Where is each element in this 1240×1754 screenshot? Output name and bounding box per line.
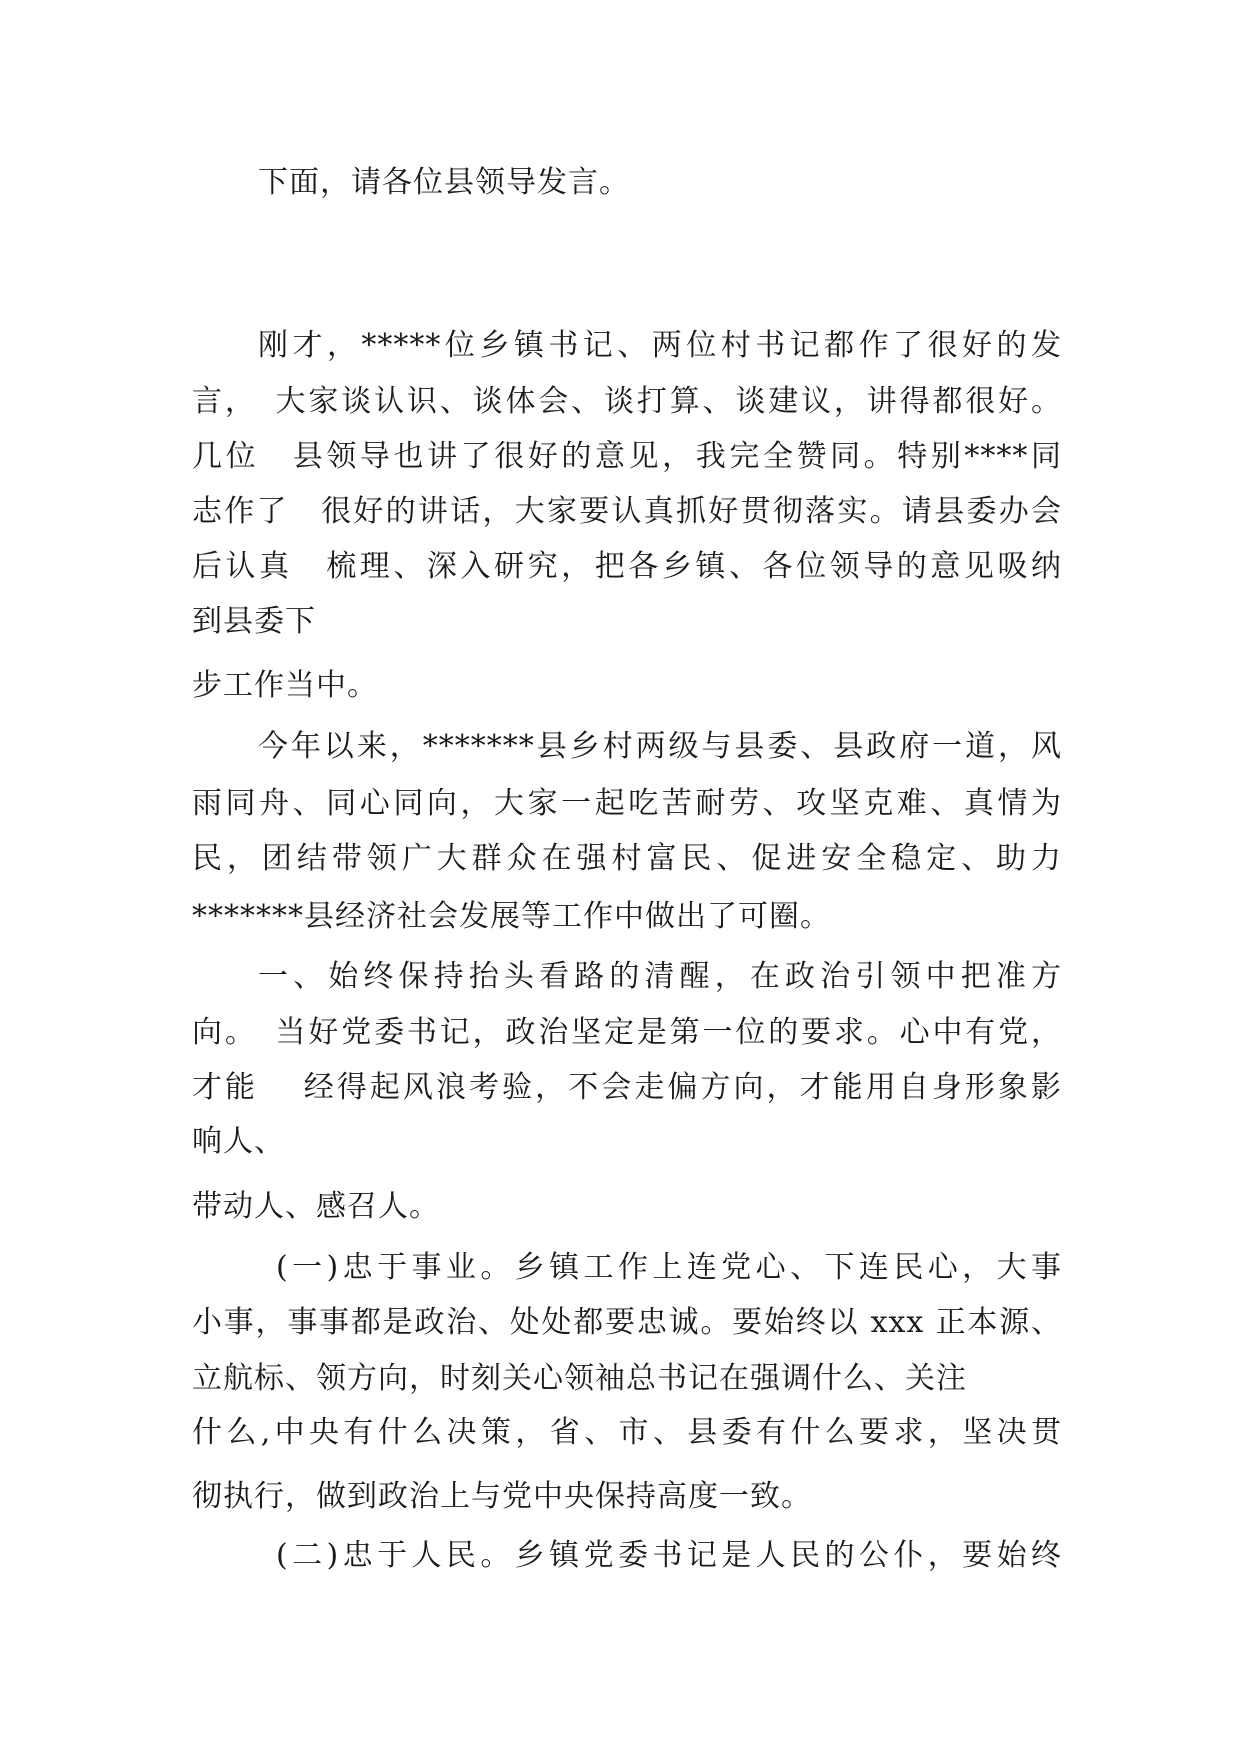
paragraph-line: 民，团结带领广大群众在强村富民、促进安全稳定、助力: [192, 841, 1062, 876]
paragraph-line: 彻执行，做到政治上与党中央保持高度一致。: [192, 1479, 812, 1514]
paragraph-line: 到县委下: [192, 604, 316, 639]
paragraph-line: 后认真 梳理、深入研究，把各乡镇、各位领导的意见吸纳: [192, 549, 1062, 584]
paragraph-line: 向。 当好党委书记，政治坚定是第一位的要求。心中有党，: [192, 1015, 1062, 1050]
paragraph-line: (一)忠于事业。乡镇工作上连党心、下连民心，大事: [276, 1250, 1062, 1285]
paragraph-line: 才能 经得起风浪考验，不会走偏方向，才能用自身形象影: [192, 1070, 1062, 1105]
paragraph-line: 刚才，*****位乡镇书记、两位村书记都作了很好的发: [258, 328, 1062, 363]
paragraph-line: 言， 大家谈认识、谈体会、谈打算、谈建议，讲得都很好。: [192, 384, 1062, 419]
paragraph-line: 什么,中央有什么决策，省、市、县委有什么要求，坚决贯: [192, 1415, 1062, 1450]
paragraph-line: 下面，请各位县领导发言。: [258, 165, 630, 200]
paragraph-line: 立航标、领方向，时刻关心领袖总书记在强调什么、关注: [192, 1361, 967, 1396]
paragraph-line: 步工作当中。: [192, 668, 378, 703]
paragraph-line: 带动人、感召人。: [192, 1189, 440, 1224]
paragraph-line: 志作了 很好的讲话，大家要认真抓好贯彻落实。请县委办会: [192, 494, 1062, 529]
paragraph-line: (二)忠于人民。乡镇党委书记是人民的公仆，要始终: [276, 1538, 1062, 1573]
paragraph-line: 雨同舟、同心同向，大家一起吃苦耐劳、攻坚克难、真情为: [192, 786, 1062, 821]
paragraph-line: 小事，事事都是政治、处处都要忠诚。要始终以 xxx 正本源、: [192, 1305, 1062, 1340]
paragraph-line: 一、始终保持抬头看路的清醒，在政治引领中把准方: [258, 959, 1062, 994]
paragraph-line: *******县经济社会发展等工作中做出了可圈。: [192, 899, 831, 934]
paragraph-line: 今年以来，*******县乡村两级与县委、县政府一道，风: [258, 729, 1062, 764]
paragraph-line: 响人、: [192, 1124, 285, 1159]
paragraph-line: 几位 县领导也讲了很好的意见，我完全赞同。特别****同: [192, 439, 1062, 474]
